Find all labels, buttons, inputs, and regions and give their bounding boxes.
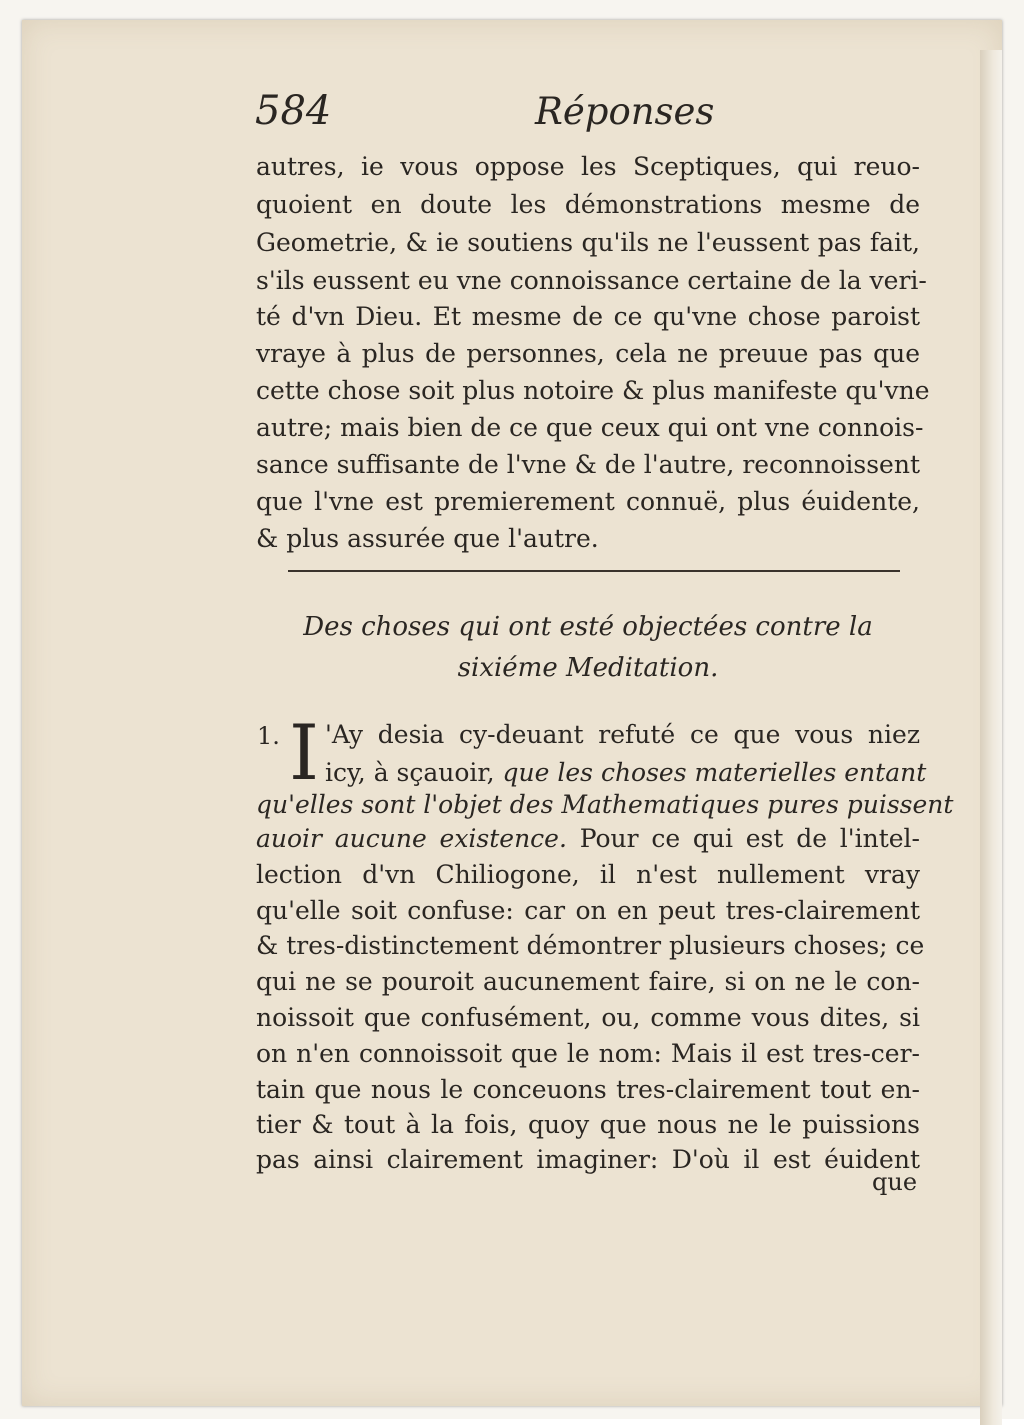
page-header (255, 88, 920, 148)
text-line: que l'vne est premierement connuë, plus éuidente, (256, 487, 920, 516)
italic-quotation: auoir aucune existence. (256, 824, 567, 853)
text-span: Pour ce qui est de l'intel- (566, 824, 920, 853)
text-line: noissoit que confusément, ou, comme vous dites, si (256, 1003, 920, 1032)
text-line: 'Ay desia cy-deuant refuté ce que vous niez (325, 720, 920, 749)
text-span: icy, à sçauoir, (325, 758, 503, 787)
text-line: on n'en connoissoit que le nom: Mais il est tres-cer- (256, 1039, 920, 1068)
text-line: lection d'vn Chiliogone, il n'est nullement vray (256, 860, 920, 889)
text-line: sance suffisante de l'vne & de l'autre, reconnoissent (256, 450, 920, 479)
text-line: autres, ie vous oppose les Sceptiques, qui reuo- (256, 152, 920, 181)
text-line: qui ne se pouroit aucunement faire, si on ne le con- (256, 967, 920, 996)
text-line: tier & tout à la fois, quoy que nous ne le puissions (256, 1110, 920, 1139)
section-heading-line-2: sixiéme Meditation. (457, 653, 719, 683)
text-line: qu'elle soit confuse: car on en peut tres-clairement (256, 896, 920, 925)
italic-quotation: que les choses materielles entant (502, 758, 927, 787)
text-line: vraye à plus de personnes, cela ne preuue pas que (256, 339, 920, 368)
text-line: tain que nous le conceuons tres-clairement tout en- (256, 1075, 920, 1104)
italic-quotation-line: qu'elles sont l'objet des Mathematiques pures puissent (256, 790, 954, 819)
section-heading-line-1: Des choses qui ont esté objectées contre la (303, 612, 873, 642)
catchword: que (872, 1168, 918, 1196)
text-line: & plus assurée que l'autre. (256, 524, 599, 553)
page-edge (980, 50, 1002, 1425)
text-line (325, 758, 927, 787)
text-line: & tres-distinctement démontrer plusieurs choses; ce (256, 931, 925, 960)
text-line: cette chose soit plus notoire & plus manifeste qu'vne (256, 376, 930, 405)
text-line: autre; mais bien de ce que ceux qui ont vne connois- (256, 413, 924, 442)
text-line (256, 824, 920, 853)
text-line: té d'vn Dieu. Et mesme de ce qu'vne chose paroist (256, 302, 920, 331)
paragraph-number: 1. (257, 722, 280, 750)
text-line: quoient en doute les démonstrations mesme de (256, 190, 920, 219)
text-line: s'ils eussent eu vne connoissance certaine de la veri- (256, 266, 927, 295)
page-number: 584 (255, 88, 332, 134)
text-line: Geometrie, & ie soutiens qu'ils ne l'eussent pas fait, (256, 228, 920, 257)
section-divider (288, 570, 900, 572)
running-title: Réponses (535, 90, 715, 133)
text-line: pas ainsi clairement imaginer: D'où il est éuident (256, 1145, 920, 1174)
drop-cap-initial: I (289, 708, 320, 797)
